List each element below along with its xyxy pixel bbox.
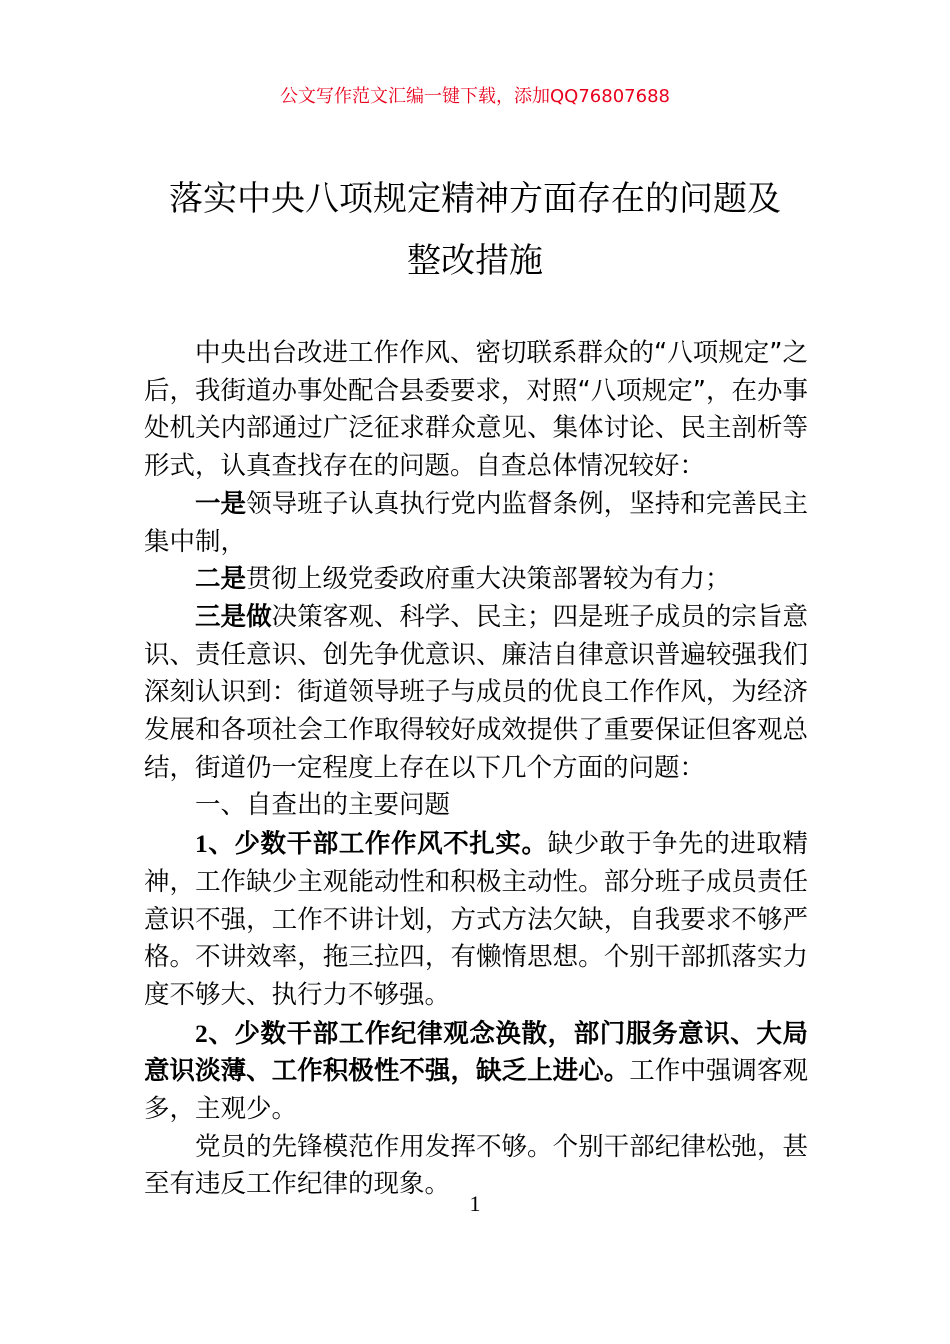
point-3-lead: 三是做 (195, 601, 272, 632)
title-line-1: 落实中央八项规定精神方面存在的问题及 (169, 179, 781, 219)
document-body (144, 335, 808, 1204)
section-1-heading: 一、自查出的主要问题 (195, 790, 451, 821)
item-1-lead: 、少数干部工作作风不扎实。 (207, 829, 548, 860)
item-2-paragraph (144, 1015, 808, 1129)
point-1-paragraph (144, 486, 808, 561)
point-2-text: 贯彻上级党委政府重大决策部署较为有力； (246, 564, 731, 595)
item-2-number: 2 (195, 1018, 208, 1048)
page-number: 1 (469, 1191, 481, 1216)
item-2-lead: 、少数干部工作纪律观念涣散，部门服务意识、大局意识淡薄、工作积极性不强，缺乏上进心。 (144, 1018, 808, 1087)
point-3-paragraph (144, 599, 808, 788)
point-3-text: 决策客观、科学、民主；四是班子成员的宗旨意识、责任意识、创先争优意识、廉洁自律意识普遍较强我们深刻认识到：街道领导班子与成员的优良工作作风，为经济发展和各项社会工作取得较好成效提供了重要保证但客观总结，街道仍一定程度上存在以下几个方面的问题： (144, 601, 808, 783)
title-line-2: 整改措施 (407, 241, 543, 281)
item-1-paragraph (144, 825, 808, 1015)
point-2-paragraph (144, 561, 808, 599)
point-2-lead: 二是 (195, 564, 247, 595)
download-banner-text: 公文写作范文汇编一键下载，添加QQ76807688 (280, 86, 670, 107)
item-2-text: 工作中强调客观多，主观少。 (144, 1056, 808, 1125)
item-1-number: 1 (195, 829, 208, 859)
download-banner (0, 84, 950, 110)
item-1-text: 缺少敢于争先的进取精神，工作缺少主观能动性和积极主动性。部分班子成员责任意识不强，工作不讲计划，方式方法欠缺，自我要求不够严格。不讲效率，拖三拉四，有懒惰思想。个别干部抓落实力度不够大、执行力不够强。 (144, 829, 808, 1010)
intro-paragraph: 中央出台改进工作作风、密切联系群众的“八项规定”之后，我街道办事处配合县委要求，对照“八项规定”，在办事处机关内部通过广泛征求群众意见、集体讨论、民主剖析等形式，认真查找存在的问题。自查总体情况较好： (144, 338, 808, 482)
document-title (80, 168, 870, 292)
point-1-text: 领导班子认真执行党内监督条例，坚持和完善民主集中制， (144, 488, 808, 557)
item-2-continuation: 党员的先锋模范作用发挥不够。个别干部纪律松弛，甚至有违反工作纪律的现象。 (144, 1131, 808, 1200)
point-1-lead: 一是 (195, 488, 247, 519)
